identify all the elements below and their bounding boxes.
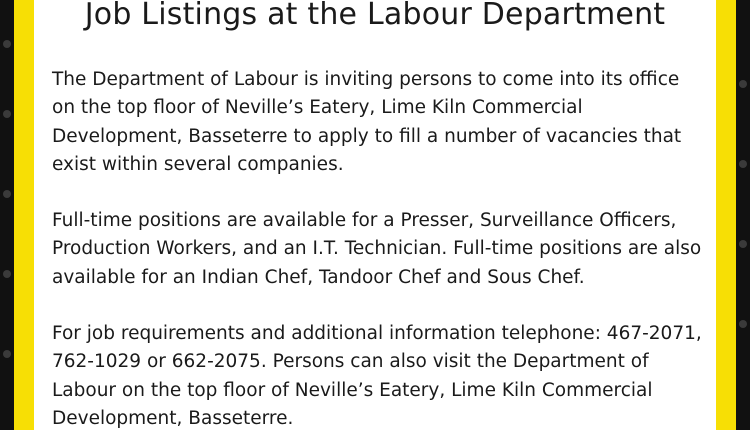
decorative-dot	[739, 240, 747, 248]
decorative-dot	[739, 160, 747, 168]
notice-paragraph-intro: The Department of Labour is inviting persons to come into its office on the top floor of Neville’s Eatery, Lime Kiln Commercial Development, Basseterre to apply to fill a number of vacancies that exist within several companies.	[52, 69, 682, 175]
decorative-dot	[3, 190, 11, 198]
notice-paragraph-positions: Full-time positions are available for a Presser, Surveillance Officers, Production Workers, and an I.T. Technician. Full-time positions are also available for an Indian Chef, Tandoor Chef and Sous Chef.	[52, 210, 702, 288]
decorative-dot	[739, 320, 747, 328]
notice-paragraph-contact: For job requirements and additional information telephone: 467-2071, 762-1029 or 662-2075. Persons can also visit the Department of Labour on the top floor of Neville’s Eatery, Lime Kiln Commercial Development, Basseterre.	[52, 323, 702, 429]
notice-panel	[34, 0, 716, 430]
decorative-dot	[3, 350, 11, 358]
notice-title: Job Listings at the Labour Department	[84, 0, 666, 32]
decorative-dot	[3, 110, 11, 118]
notice-body	[52, 66, 702, 430]
decorative-dot	[3, 270, 11, 278]
decorative-dot	[739, 80, 747, 88]
decorative-dot	[3, 40, 11, 48]
